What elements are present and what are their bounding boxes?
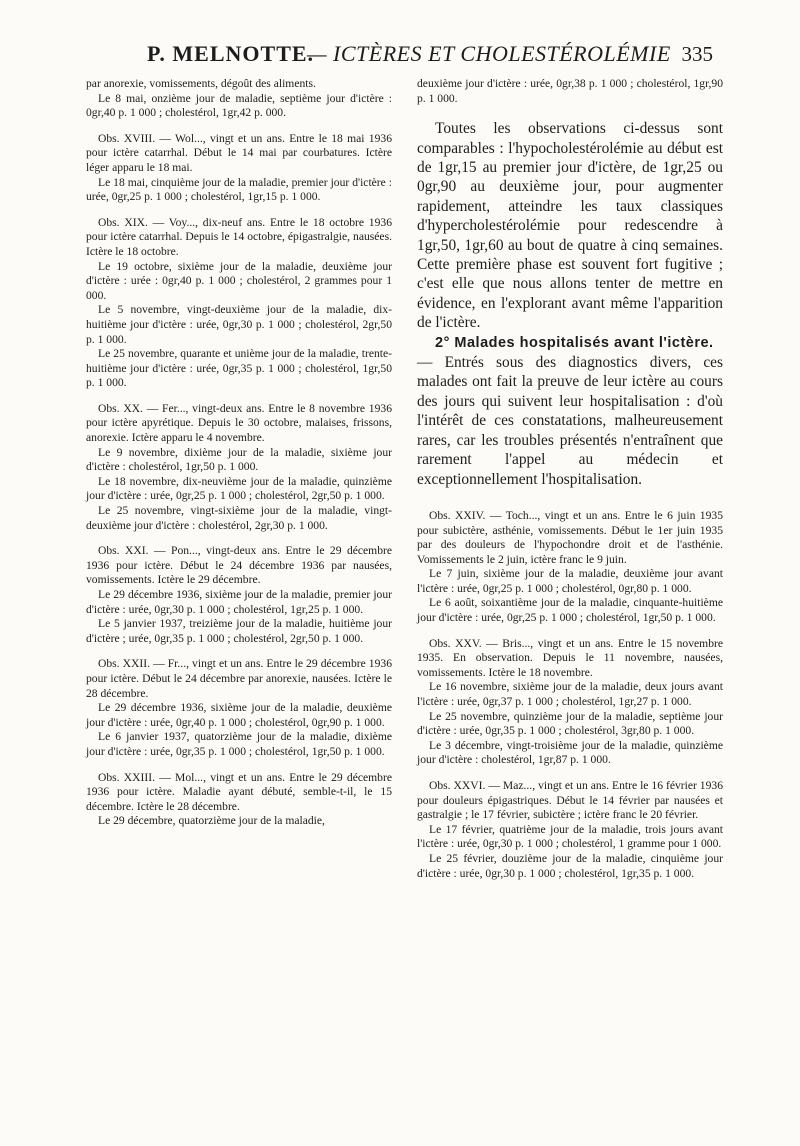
- observation-xviii: [86, 132, 392, 205]
- observation-xxiv: [417, 509, 723, 626]
- observation-text: Obs. XVIII. — Wol..., vingt et un ans. Entre le 18 mai 1936 pour ictère catarrhal. Début le 14 mai par courbatures. Ictère léger apparu le 18 mai.: [86, 131, 392, 174]
- observation-text: Obs. XXVI. — Maz..., vingt et un ans. Entre le 16 février 1936 pour douleurs épigastriques. Début le 14 février par nausées et gastralgie ; le 17 février, subictère ; ictère franc le 20 février.: [417, 779, 723, 822]
- observation-entry: Le 29 décembre, quatorzième jour de la maladie,: [98, 814, 325, 828]
- observation-xxii: [86, 657, 392, 759]
- observation-entry: Le 29 décembre 1936, sixième jour de la maladie, deuxième jour d'ictère : urée, 0gr,40 p. 1 000 ; cholestérol, 0gr,90 p. 1 000.: [86, 701, 392, 729]
- observation-entry: Le 19 octobre, sixième jour de la maladie, deuxième jour d'ictère : urée : 0gr,40 p. 1 000 ; cholestérol, 2 grammes pour 1 000.: [86, 259, 392, 302]
- observation-entry: Le 6 août, soixantième jour de la maladie, cinquante-huitième jour d'ictère : urée, 0gr,25 p. 1 000 ; cholestérol, 1gr,50 p. 1 000.: [417, 596, 723, 625]
- discussion-paragraph: Toutes les observations ci-dessus sont comparables : l'hypocholestérolémie au début est de 1gr,15 au premier jour d'ictère, de 1gr,25 ou 0gr,90 au deuxième jour, pour augmenter rapidement, atteindre les taux classiques d'hypercholestérolémie pour redescendre à 1gr,50, 1gr,60 au bout de quatre à cinq semaines. Cette première phase est souvent fort fugitive ; c'est elle que nous allons tenter de mettre en évidence, en l'explorant avant même l'apparition de l'ictère.: [417, 120, 723, 332]
- section-heading-paragraph: [417, 333, 723, 353]
- observation-text: Obs. XIX. — Voy..., dix-neuf ans. Entre le 18 octobre 1936 pour ictère catarrhal. Depuis le 14 octobre, épigastralgie, nausées. Ictère le 18 octobre.: [86, 215, 392, 258]
- observation-text: Obs. XXV. — Bris..., vingt et un ans. Entre le 15 novembre 1935. En observation. Depuis le 11 novembre, nausées, vomissements. Ictère le 18 novembre.: [417, 636, 723, 679]
- observation-entry: Le 29 décembre 1936, sixième jour de la maladie, premier jour d'ictère : urée, 0gr,30 p. 1 000 ; cholestérol, 1gr,25 p. 1 000.: [86, 588, 392, 616]
- right-column: [417, 77, 723, 892]
- observation-entry: Le 16 novembre, sixième jour de la maladie, deux jours avant l'ictère : urée, 0gr,37 p. 1 000 ; cholestérol, 1gr,27 p. 1 000.: [417, 680, 723, 709]
- observation-xxv: [417, 637, 723, 768]
- continued-observation: [86, 77, 392, 121]
- observation-entry: Le 18 novembre, dix-neuvième jour de la maladie, quinzième jour d'ictère : urée, 0gr,25 p. 1 000 ; cholestérol, 2gr,50 p. 1 000.: [86, 474, 392, 503]
- author-name: P. MELNOTTE.: [147, 41, 315, 66]
- observation-entry: Le 25 novembre, quarante et unième jour de la maladie, trente-huitième jour d'ictère : urée, 0gr,35 p. 1 000 ; cholestérol, 1gr,50 p. 1 000.: [86, 347, 392, 390]
- observation-xix: [86, 216, 392, 391]
- observation-entry: Le 3 décembre, vingt-troisième jour de la maladie, quinzième jour d'ictère : cholestérol, 1gr,87 p. 1 000.: [417, 738, 723, 767]
- observation-entry: Le 5 janvier 1937, treizième jour de la maladie, huitième jour d'ictère ; urée, 0gr,35 p. 1 000 ; cholestérol, 2gr,50 p. 1 000.: [86, 617, 392, 645]
- observation-entry: Le 6 janvier 1937, quatorzième jour de la maladie, dixième jour d'ictère : urée, 0gr,35 p. 1 000 ; cholestérol, 1gr,50 p. 1 000.: [86, 730, 392, 758]
- observation-entry: Le 18 mai, cinquième jour de la maladie, premier jour d'ictère : urée, 0gr,25 p. 1 000 ; cholestérol, 1gr,15 p. 1 000.: [86, 175, 392, 204]
- section-heading: 2° Malades hospitalisés avant l'ictère.: [435, 334, 714, 351]
- page-number: 335: [681, 42, 713, 66]
- continued-text: deuxième jour d'ictère : urée, 0gr,38 p. 1 000 ; cholestérol, 1gr,90 p. 1 000.: [417, 77, 723, 105]
- observation-text: Obs. XXI. — Pon..., vingt-deux ans. Entre le 29 décembre 1936 pour ictère. Début le 24 décembre 1936 par nausées, vomissements. Ictère le 29 décembre.: [86, 544, 392, 587]
- observation-text: Obs. XXII. — Fr..., vingt et un ans. Entre le 29 décembre 1936 pour ictère. Début le 24 décembre par anorexie, nausées. Ictère le 28 décembre.: [86, 657, 392, 700]
- observation-text: Obs. XXIII. — Mol..., vingt et un ans. Entre le 29 décembre 1936 pour ictère. Maladie ayant débuté, semble-t-il, le 15 décembre. Ictère le 28 décembre.: [86, 770, 392, 813]
- observation-entry: Le 25 novembre, quinzième jour de la maladie, septième jour d'ictère : urée, 0gr,35 p. 1 000 ; cholestérol, 3gr,80 p. 1 000.: [417, 709, 723, 738]
- observation-entry: Le 9 novembre, dixième jour de la maladie, sixième jour d'ictère : cholestérol, 1gr,50 p. 1 000.: [86, 445, 392, 474]
- left-column: [86, 77, 392, 840]
- running-title: — ICTÈRES ET CHOLESTÉROLÉMIE: [307, 41, 671, 66]
- discussion-text: [417, 119, 723, 489]
- observation-xxvi: [417, 779, 723, 881]
- observation-entry: Le 17 février, quatrième jour de la maladie, trois jours avant l'ictère : urée, 0gr,30 p. 1 000 ; cholestérol, 1 gramme pour 1 000.: [417, 822, 723, 851]
- continued-text: par anorexie, vomissements, dégoût des aliments.: [86, 77, 316, 90]
- observation-entry: Le 8 mai, onzième jour de maladie, septième jour d'ictère : 0gr,40 p. 1 000 ; cholestérol, 1gr,42 p. 000.: [86, 91, 392, 120]
- observation-entry: Le 25 novembre, vingt-sixième jour de la maladie, vingt-deuxième jour d'ictère : cholestérol, 2gr,30 p. 1 000.: [86, 504, 392, 532]
- observation-text: Obs. XX. — Fer..., vingt-deux ans. Entre le 8 novembre 1936 pour ictère apyrétique. Depuis le 30 octobre, malaises, frissons, anorexie. Ictère apparu le 4 novembre.: [86, 401, 392, 445]
- observation-entry: Le 5 novembre, vingt-deuxième jour de la maladie, dix-huitième jour d'ictère : urée, 0gr,30 p. 1 000 ; cholestérol, 2gr,50 p. 1 000.: [86, 303, 392, 346]
- observation-xxi: [86, 544, 392, 646]
- observation-xx: [86, 402, 392, 533]
- observation-entry: Le 25 février, douzième jour de la maladie, cinquième jour d'ictère : urée, 0gr,30 p. 1 000 ; cholestérol, 1gr,35 p. 1 000.: [417, 851, 723, 880]
- continued-observation: [417, 77, 723, 106]
- page-header: [147, 34, 713, 74]
- discussion-paragraph: — Entrés sous des diagnostics divers, ces malades ont fait la preuve de leur ictère au cours des jours qui suivent leur hospitalisation : d'où l'intérêt de ces constatations, malheureusement rares, car les troubles présentés n'entraînent que rarement l'appel au médecin et exceptionnellement l'hospitalisation.: [417, 354, 723, 488]
- observation-text: Obs. XXIV. — Toch..., vingt et un ans. Entre le 6 juin 1935 pour subictère, asthénie, vomissements. Début le 1er juin 1935 par des douleurs de l'hypochondre droit et de l'asthénie. Vomissements le 2 juin, ictère franc le 9 juin.: [417, 508, 723, 566]
- observation-entry: Le 7 juin, sixième jour de la maladie, deuxième jour avant l'ictère : urée, 0gr,25 p. 1 000 ; cholestérol, 0gr,80 p. 1 000.: [417, 567, 723, 595]
- observation-xxiii: [86, 771, 392, 829]
